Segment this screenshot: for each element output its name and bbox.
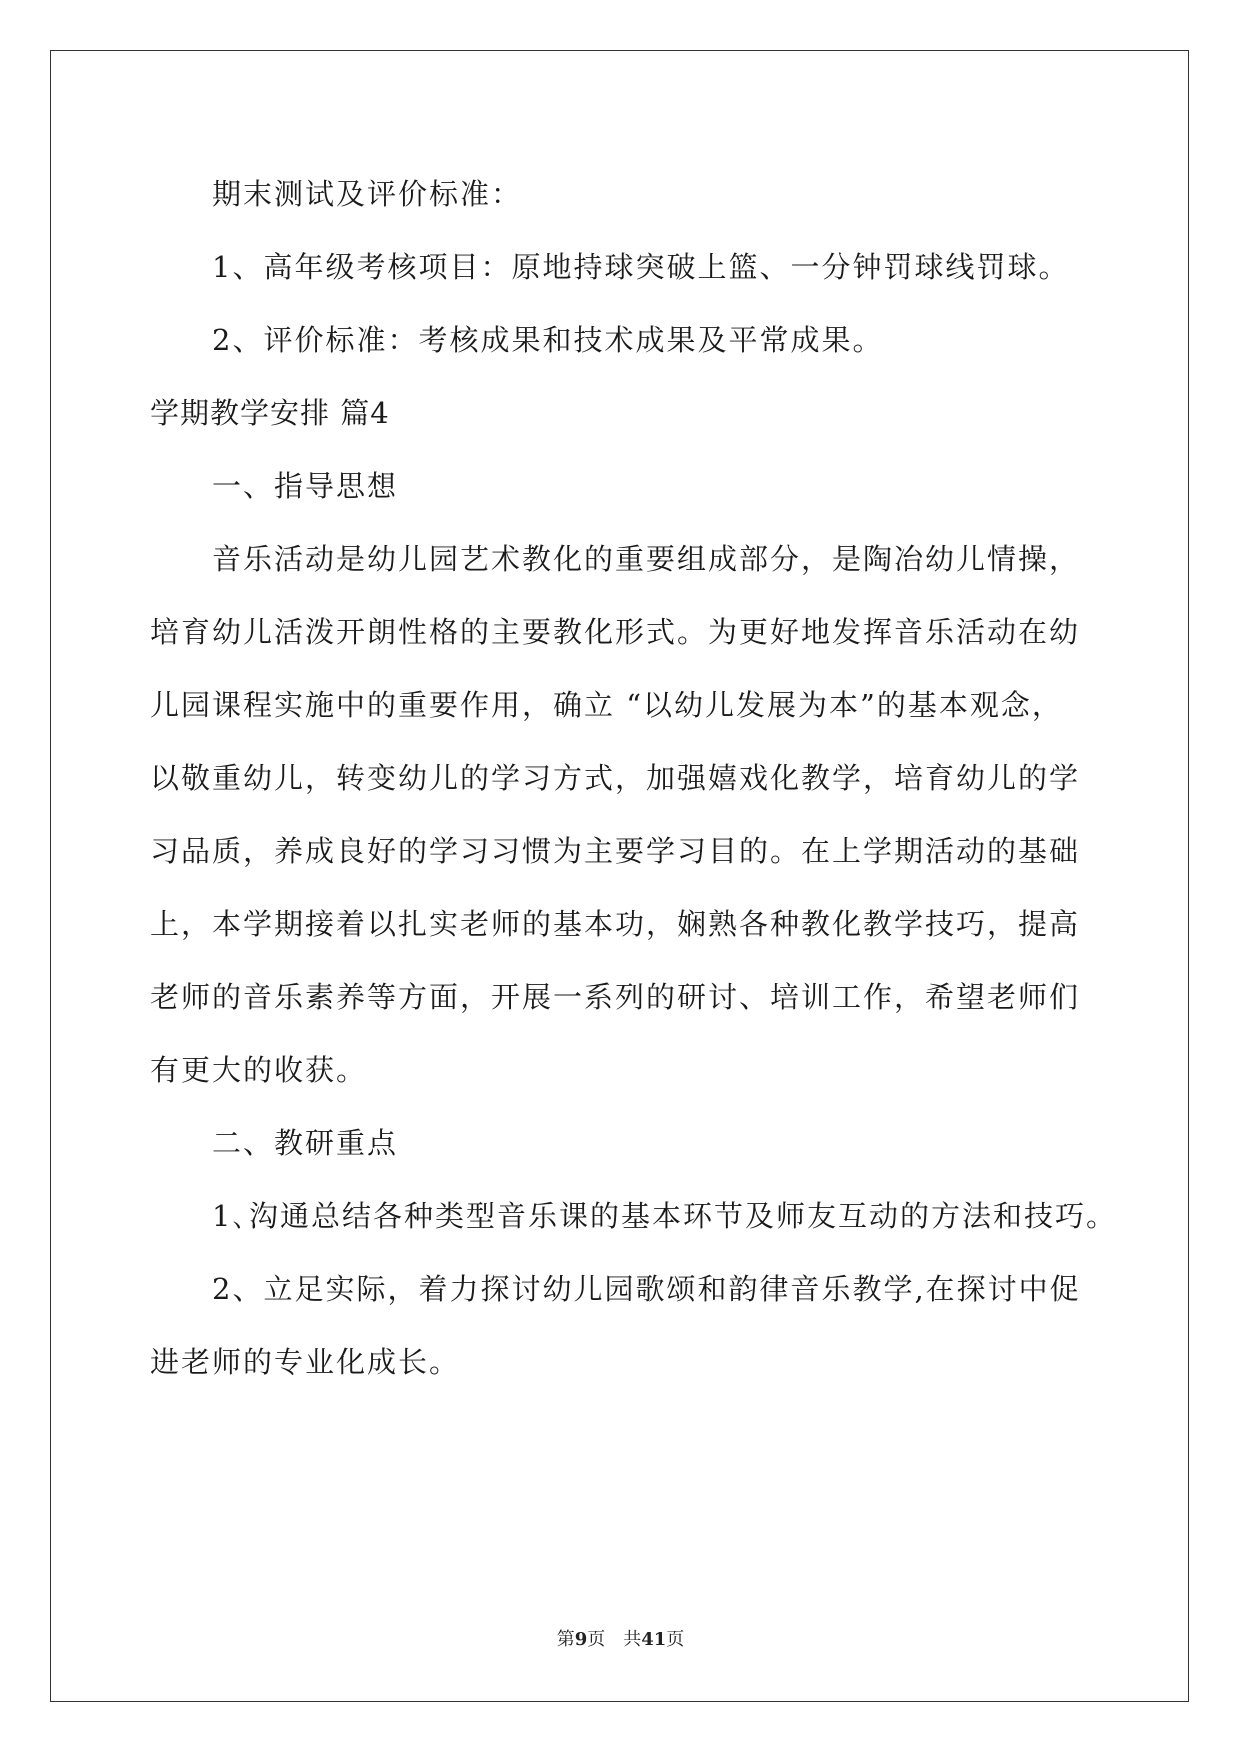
paragraph-line-6: 上，本学期接着以扎实老师的基本功，娴熟各种教化教学技巧，提高: [150, 907, 1081, 941]
page-footer: [0, 1628, 1241, 1652]
paragraph-line-7: 老师的音乐素养等方面，开展一系列的研讨、培训工作，希望老师们: [150, 980, 1081, 1014]
paragraph-line-8: 有更大的收获。: [150, 1053, 368, 1087]
section-heading: 学期教学安排 篇4: [150, 396, 390, 430]
subheading-guiding-thought: 一、指导思想: [212, 469, 399, 503]
total-pages: 41: [641, 1629, 667, 1650]
page-border: [50, 50, 1189, 1702]
text-line-1: 期末测试及评价标准：: [212, 177, 523, 211]
page-number: 9: [574, 1629, 588, 1650]
paragraph-line-2: 培育幼儿活泼开朗性格的主要教化形式。为更好地发挥音乐活动在幼: [150, 615, 1081, 649]
total-prefix: 共: [623, 1629, 642, 1650]
paragraph-line-5: 习品质，养成良好的学习习惯为主要学习目的。在上学期活动的基础: [150, 834, 1081, 868]
page-prefix: 第: [556, 1629, 575, 1650]
text-line-3: 2、评价标准：考核成果和技术成果及平常成果。: [212, 323, 884, 357]
paragraph-line-4: 以敬重幼儿，转变幼儿的学习方式，加强嬉戏化教学，培育幼儿的学: [150, 761, 1081, 795]
list-item-2-line-1: 2、立足实际，着力探讨幼儿园歌颂和韵律音乐教学,在探讨中促: [212, 1272, 1081, 1306]
text-line-2: 1、高年级考核项目：原地持球突破上篮、一分钟罚球线罚球。: [212, 250, 1070, 284]
paragraph-line-1: 音乐活动是幼儿园艺术教化的重要组成部分，是陶冶幼儿情操，: [212, 542, 1081, 576]
list-item-1: 1､沟通总结各种类型音乐课的基本环节及师友互动的方法和技巧。: [212, 1199, 1117, 1233]
paragraph-line-3: 儿园课程实施中的重要作用，确立 “以幼儿发展为本”的基本观念，: [150, 688, 1063, 722]
total-suffix: 页: [666, 1629, 685, 1650]
page-suffix: 页: [587, 1629, 606, 1650]
subheading-research-focus: 二、教研重点: [212, 1126, 399, 1160]
list-item-2-line-2: 进老师的专业化成长。: [150, 1345, 461, 1379]
